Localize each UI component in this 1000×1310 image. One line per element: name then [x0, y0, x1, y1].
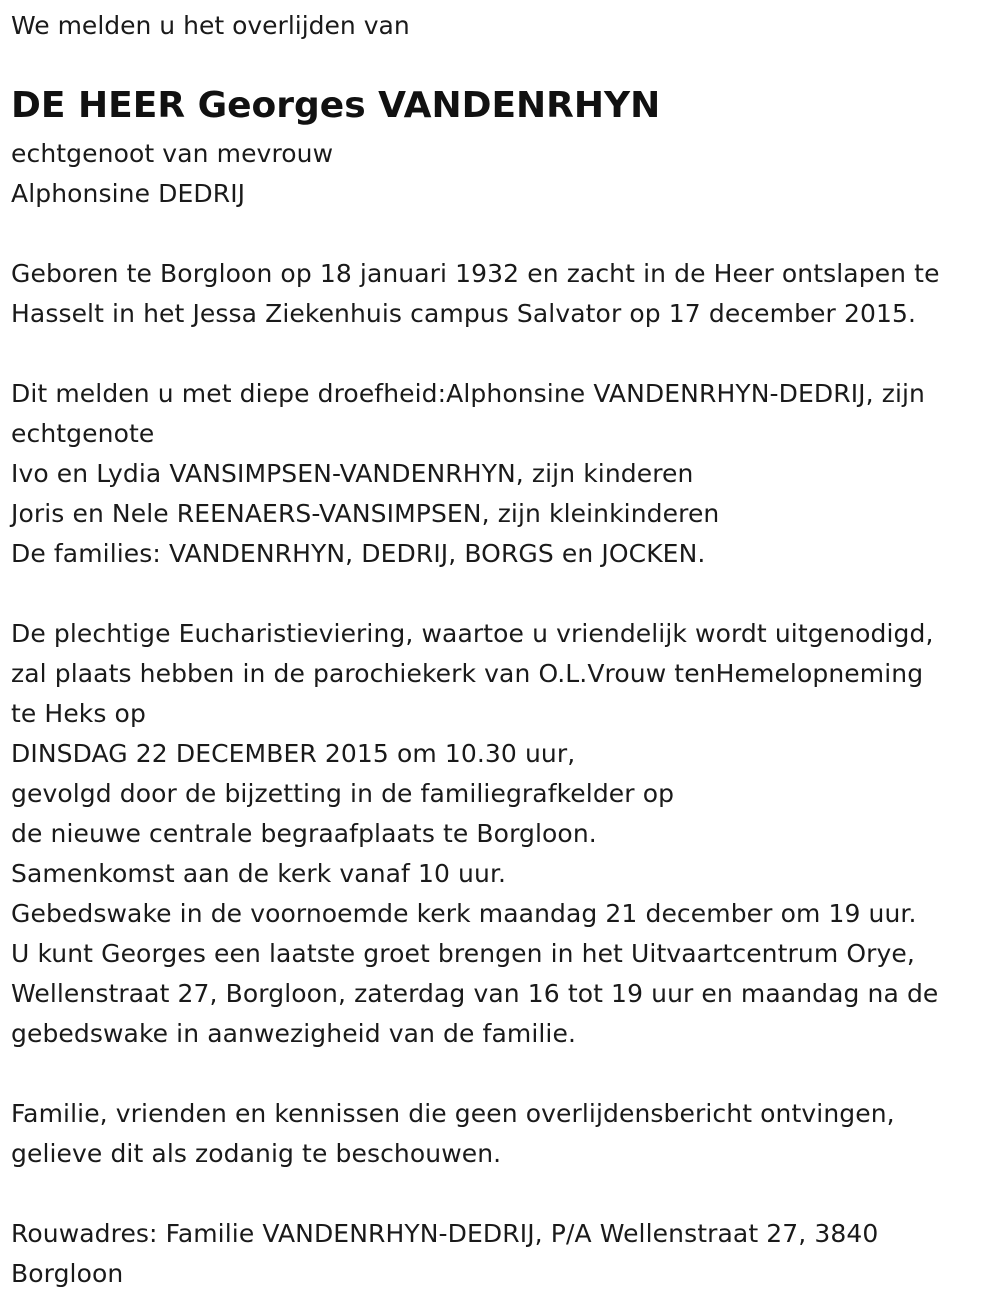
deceased-name-heading: DE HEER Georges VANDENRHYN — [11, 85, 661, 126]
spouse-line-2: Alphonsine DEDRIJ — [11, 179, 246, 208]
ceremony-line-11: gebedswake in aanwezigheid van de familie. — [11, 1019, 576, 1048]
ceremony-line-2: zal plaats hebben in de parochiekerk van O.L.Vrouw tenHemelopneming — [11, 659, 924, 688]
ceremony-line-6: de nieuwe centrale begraafplaats te Borgloon. — [11, 819, 597, 848]
ceremony-line-3: te Heks op — [11, 699, 146, 728]
ceremony-line-4: DINSDAG 22 DECEMBER 2015 om 10.30 uur, — [11, 739, 576, 768]
spacer — [11, 1054, 991, 1094]
mourners-line-2: echtgenote — [11, 419, 155, 448]
ceremony-line-1: De plechtige Eucharistieviering, waartoe u vriendelijk wordt uitgenodigd, — [11, 619, 934, 648]
closing-line-2: gelieve dit als zodanig te beschouwen. — [11, 1139, 502, 1168]
ceremony-line-9: U kunt Georges een laatste groet brengen in het Uitvaartcentrum Orye, — [11, 939, 915, 968]
ceremony-line-7: Samenkomst aan de kerk vanaf 10 uur. — [11, 859, 507, 888]
closing-line-1: Familie, vrienden en kennissen die geen overlijdensbericht ontvingen, — [11, 1099, 895, 1128]
birth-death-line-2: Hasselt in het Jessa Ziekenhuis campus Salvator op 17 december 2015. — [11, 299, 917, 328]
intro-text: We melden u het overlijden van — [11, 11, 410, 40]
mourners-line-1: Dit melden u met diepe droefheid:Alphonsine VANDENRHYN-DEDRIJ, zijn — [11, 379, 925, 408]
spacer — [11, 574, 991, 614]
spacer — [11, 334, 991, 374]
ceremony-line-5: gevolgd door de bijzetting in de familiegrafkelder op — [11, 779, 675, 808]
birth-death-line-1: Geboren te Borgloon op 18 januari 1932 en zacht in de Heer ontslapen te — [11, 259, 940, 288]
address-line-2: Borgloon — [11, 1259, 124, 1288]
notice-body — [11, 134, 991, 1294]
spouse-line-1: echtgenoot van mevrouw — [11, 139, 334, 168]
ceremony-line-8: Gebedswake in de voornoemde kerk maandag 21 december om 19 uur. — [11, 899, 917, 928]
spacer — [11, 1174, 991, 1214]
ceremony-line-10: Wellenstraat 27, Borgloon, zaterdag van 16 tot 19 uur en maandag na de — [11, 979, 939, 1008]
mourners-line-3: Ivo en Lydia VANSIMPSEN-VANDENRHYN, zijn kinderen — [11, 459, 694, 488]
mourners-line-5: De families: VANDENRHYN, DEDRIJ, BORGS en JOCKEN. — [11, 539, 706, 568]
spacer — [11, 214, 991, 254]
mourners-line-4: Joris en Nele REENAERS-VANSIMPSEN, zijn kleinkinderen — [11, 499, 720, 528]
address-line-1: Rouwadres: Familie VANDENRHYN-DEDRIJ, P/A Wellenstraat 27, 3840 — [11, 1219, 879, 1248]
